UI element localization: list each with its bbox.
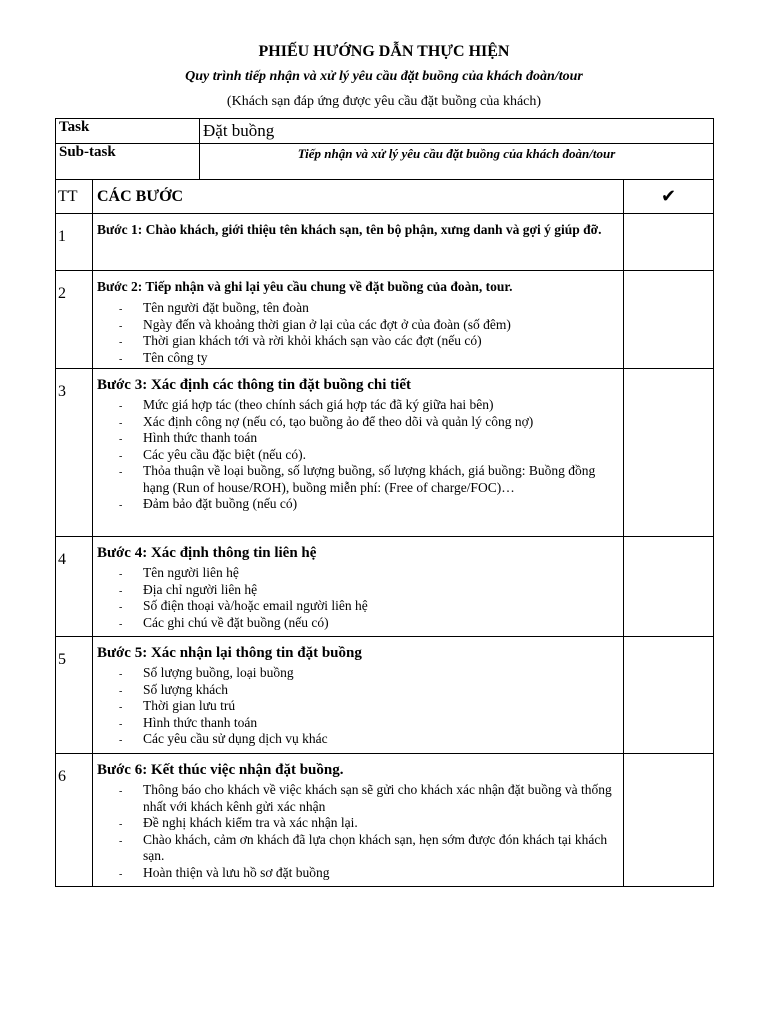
step-number: 4	[58, 551, 66, 568]
list-item: - Tên người liên hệ	[119, 565, 239, 580]
step-item-list	[97, 300, 619, 366]
step-check-cell[interactable]	[624, 754, 714, 887]
list-item: - Hình thức thanh toán	[119, 430, 258, 445]
list-item: - Các ghi chú về đặt buồng (nếu có)	[119, 614, 329, 630]
step-check-cell[interactable]	[624, 369, 714, 537]
page-title: PHIẾU HƯỚNG DẪN THỰC HIỆN	[258, 43, 510, 60]
step-title: Bước 1: Chào khách, giới thiệu tên khách sạn, tên bộ phận, xưng danh và gợi ý giúp đỡ.	[97, 222, 602, 237]
step-row	[56, 369, 714, 537]
list-item: - Số lượng buồng, loại buồng	[119, 665, 294, 680]
task-value: Đặt buồng	[200, 119, 714, 144]
step-title: Bước 3: Xác định các thông tin đặt buồng chi tiết	[97, 377, 411, 393]
step-item-list	[97, 782, 619, 881]
list-item: - Tên công ty	[119, 349, 208, 365]
step-number: 1	[58, 228, 66, 245]
step-item-list	[97, 397, 619, 513]
step-row	[56, 271, 714, 369]
list-item: - Chào khách, cảm ơn khách đã lựa chọn khách sạn, hẹn sớm được đón khách tại khách sạn.	[119, 831, 608, 863]
step-item-list	[97, 665, 619, 748]
list-item: - Số lượng khách	[119, 681, 228, 697]
list-item: - Số điện thoại và/hoặc email người liên hệ	[119, 598, 368, 613]
list-item: - Hình thức thanh toán	[119, 714, 258, 730]
step-check-cell[interactable]	[624, 637, 714, 754]
steps-header-row	[56, 180, 714, 214]
col-steps-header: CÁC BƯỚC	[93, 180, 624, 214]
steps-table	[55, 179, 714, 887]
list-item: - Thông báo cho khách về việc khách sạn sẽ gửi cho khách xác nhận đặt buồng và thống nhất với khách kênh gửi xác nhận	[119, 782, 612, 814]
list-item: - Thời gian khách tới và rời khỏi khách sạn vào các đợt (nếu có)	[119, 333, 482, 348]
list-item: - Mức giá hợp tác (theo chính sách giá hợp tác đã ký giữa hai bên)	[119, 397, 494, 412]
col-tt-header: TT	[56, 180, 93, 214]
list-item: - Đề nghị khách kiểm tra và xác nhận lại.	[119, 815, 358, 830]
step-title: Bước 6: Kết thúc việc nhận đặt buồng.	[97, 762, 344, 778]
subtask-value: Tiếp nhận và xử lý yêu cầu đặt buồng của khách đoàn/tour	[200, 144, 714, 180]
checkmark-icon: ✔	[660, 186, 677, 207]
list-item: - Tên người đặt buồng, tên đoàn	[119, 300, 309, 315]
step-row	[56, 637, 714, 754]
step-title: Bước 4: Xác định thông tin liên hệ	[97, 545, 317, 561]
col-check-header	[624, 180, 714, 214]
list-item: - Các yêu cầu đặc biệt (nếu có).	[119, 446, 307, 462]
list-item: - Địa chỉ người liên hệ	[119, 581, 258, 597]
list-item: - Các yêu cầu sử dụng dịch vụ khác	[119, 731, 328, 746]
list-item: - Ngày đến và khoảng thời gian ở lại của các đợt ở của đoàn (số đêm)	[119, 316, 511, 332]
task-label: Task	[56, 119, 200, 144]
step-item-list	[97, 565, 619, 631]
list-item: - Đảm bảo đặt buồng (nếu có)	[119, 496, 298, 511]
list-item: - Xác định công nợ (nếu có, tạo buồng ảo để theo dõi và quản lý công nợ)	[119, 413, 534, 429]
page-subtitle: Quy trình tiếp nhận và xử lý yêu cầu đặt buồng của khách đoàn/tour	[185, 69, 583, 84]
task-header-table	[55, 118, 714, 180]
list-item: - Thời gian lưu trú	[119, 698, 236, 713]
list-item: - Hoàn thiện và lưu hồ sơ đặt buồng	[119, 864, 330, 880]
step-title: Bước 2: Tiếp nhận và ghi lại yêu cầu chung về đặt buồng của đoàn, tour.	[97, 279, 513, 294]
page-note: (Khách sạn đáp ứng được yêu cầu đặt buồng của khách)	[226, 94, 542, 109]
step-title: Bước 5: Xác nhận lại thông tin đặt buồng	[97, 645, 362, 661]
list-item: - Thỏa thuận về loại buồng, số lượng buồng, số lượng khách, giá buồng: Buồng đồng hạng (Run of house/ROH), buồng miễn phí: (Free of charge/FOC)…	[119, 463, 596, 495]
step-check-cell[interactable]	[624, 271, 714, 369]
step-number: 5	[58, 651, 66, 668]
subtask-label: Sub-task	[56, 144, 200, 180]
step-row	[56, 537, 714, 637]
step-row	[56, 214, 714, 271]
step-check-cell[interactable]	[624, 537, 714, 637]
step-number: 2	[58, 285, 66, 302]
step-check-cell[interactable]	[624, 214, 714, 271]
step-row	[56, 754, 714, 887]
step-number: 6	[58, 768, 66, 785]
step-number: 3	[58, 383, 66, 400]
